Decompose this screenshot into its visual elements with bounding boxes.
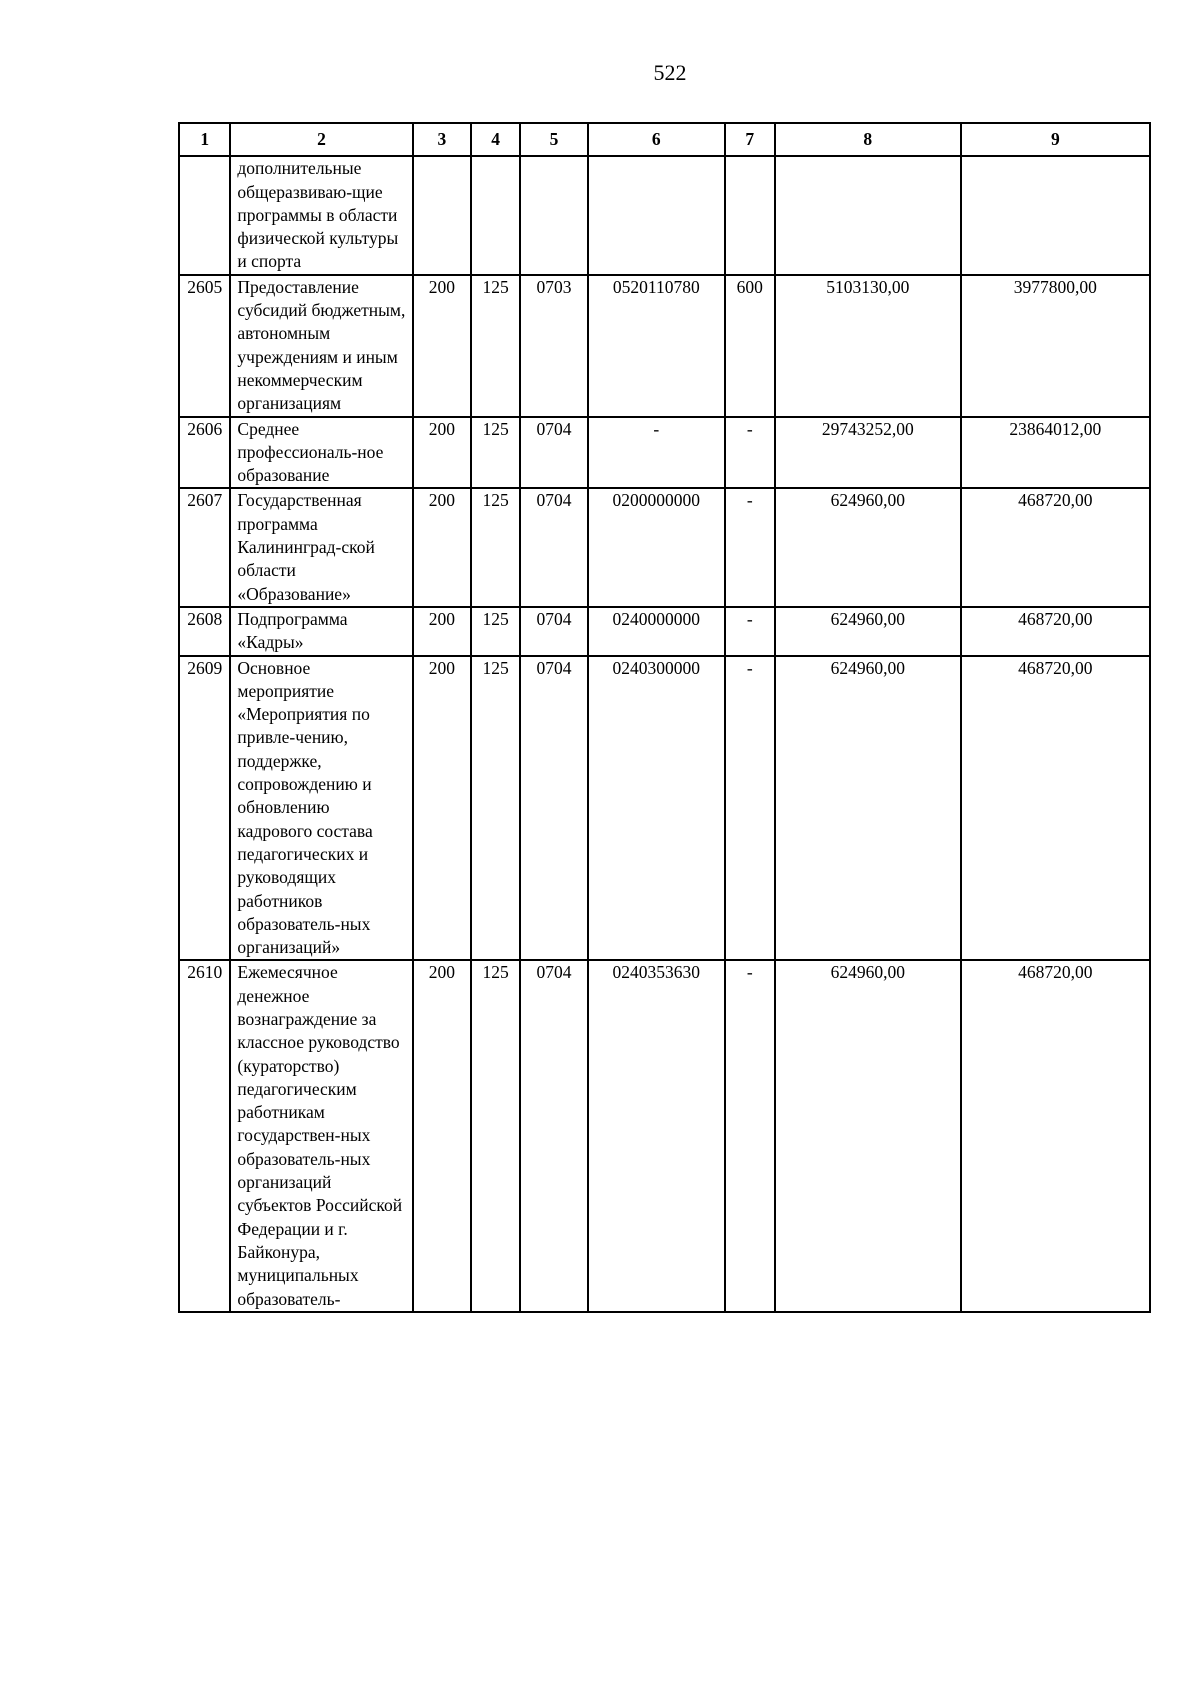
row-code-4: 125 (471, 960, 520, 1311)
row-code-3: 200 (413, 960, 471, 1311)
row-amount-9 (961, 156, 1150, 274)
row-code-7: - (725, 960, 775, 1311)
row-code-7: - (725, 417, 775, 489)
row-code-7: - (725, 607, 775, 656)
table-row (179, 417, 1150, 489)
row-description: Подпрограмма «Кадры» (230, 607, 412, 656)
row-description: Среднее профессиональ-ное образование (230, 417, 412, 489)
row-number (179, 156, 230, 274)
table-row (179, 960, 1150, 1311)
row-code-5: 0704 (520, 417, 588, 489)
row-amount-9: 468720,00 (961, 656, 1150, 961)
row-description: Государственная программа Калининград-ской области «Образование» (230, 488, 412, 606)
row-code-6: 0520110780 (588, 275, 725, 417)
budget-table (178, 122, 1151, 1313)
row-code-3 (413, 156, 471, 274)
row-code-5: 0704 (520, 607, 588, 656)
row-code-6: - (588, 417, 725, 489)
column-header: 2 (230, 123, 412, 156)
row-code-4: 125 (471, 656, 520, 961)
row-amount-9: 3977800,00 (961, 275, 1150, 417)
column-header: 1 (179, 123, 230, 156)
row-amount-8 (775, 156, 961, 274)
row-code-5: 0704 (520, 488, 588, 606)
row-amount-8: 29743252,00 (775, 417, 961, 489)
row-number: 2609 (179, 656, 230, 961)
table-row (179, 656, 1150, 961)
row-code-4: 125 (471, 607, 520, 656)
row-code-3: 200 (413, 417, 471, 489)
row-code-3: 200 (413, 656, 471, 961)
row-amount-8: 624960,00 (775, 656, 961, 961)
row-code-6: 0200000000 (588, 488, 725, 606)
table-row (179, 156, 1150, 274)
row-code-5 (520, 156, 588, 274)
row-number: 2605 (179, 275, 230, 417)
column-header: 8 (775, 123, 961, 156)
row-code-7: 600 (725, 275, 775, 417)
column-header: 5 (520, 123, 588, 156)
row-amount-9: 468720,00 (961, 607, 1150, 656)
table-row (179, 607, 1150, 656)
row-amount-9: 468720,00 (961, 960, 1150, 1311)
row-code-7 (725, 156, 775, 274)
row-description: дополнительные общеразвиваю-щие программы в области физической культуры и спорта (230, 156, 412, 274)
row-code-4: 125 (471, 488, 520, 606)
row-amount-8: 624960,00 (775, 607, 961, 656)
row-code-6: 0240000000 (588, 607, 725, 656)
row-amount-8: 5103130,00 (775, 275, 961, 417)
row-code-4: 125 (471, 417, 520, 489)
row-amount-8: 624960,00 (775, 960, 961, 1311)
row-description: Основное мероприятие «Мероприятия по привле-чению, поддержке, сопровождению и обновлению кадрового состава педагогических и руководящих работников образователь-ных организаций» (230, 656, 412, 961)
row-number: 2607 (179, 488, 230, 606)
column-header: 7 (725, 123, 775, 156)
column-header: 4 (471, 123, 520, 156)
row-code-3: 200 (413, 607, 471, 656)
row-code-5: 0703 (520, 275, 588, 417)
header-row (179, 123, 1150, 156)
table-row (179, 488, 1150, 606)
row-code-6 (588, 156, 725, 274)
row-code-6: 0240353630 (588, 960, 725, 1311)
row-code-4: 125 (471, 275, 520, 417)
row-number: 2608 (179, 607, 230, 656)
row-code-5: 0704 (520, 960, 588, 1311)
row-code-7: - (725, 656, 775, 961)
column-header: 6 (588, 123, 725, 156)
row-amount-8: 624960,00 (775, 488, 961, 606)
row-code-3: 200 (413, 488, 471, 606)
row-code-5: 0704 (520, 656, 588, 961)
column-header: 3 (413, 123, 471, 156)
row-code-6: 0240300000 (588, 656, 725, 961)
row-description: Предоставление субсидий бюджетным, автономным учреждениям и иным некоммерческим организациям (230, 275, 412, 417)
row-number: 2610 (179, 960, 230, 1311)
column-header: 9 (961, 123, 1150, 156)
table-row (179, 275, 1150, 417)
row-code-3: 200 (413, 275, 471, 417)
row-number: 2606 (179, 417, 230, 489)
row-amount-9: 468720,00 (961, 488, 1150, 606)
row-code-7: - (725, 488, 775, 606)
page-number: 522 (653, 60, 687, 85)
row-amount-9: 23864012,00 (961, 417, 1150, 489)
row-code-4 (471, 156, 520, 274)
row-description: Ежемесячное денежное вознаграждение за классное руководство (кураторство) педагогическим работникам государствен-ных образователь-ных организаций субъектов Российской Федерации и г. Байконура, муниципальных образователь- (230, 960, 412, 1311)
